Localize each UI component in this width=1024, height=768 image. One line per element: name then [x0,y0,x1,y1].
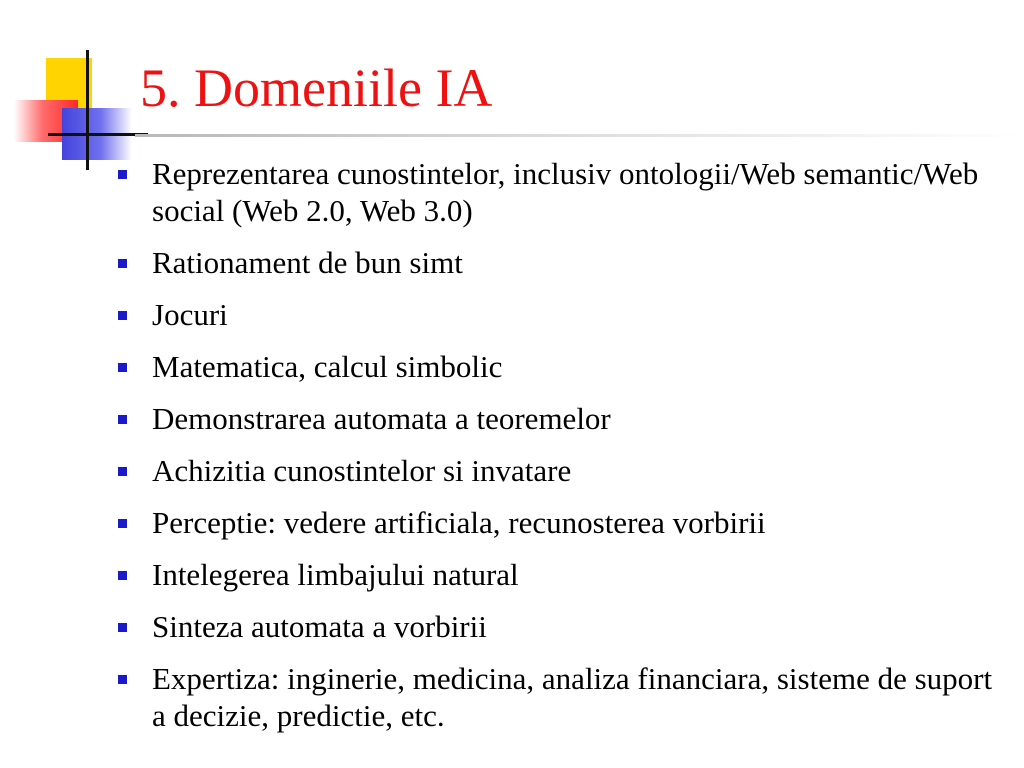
square-bullet-icon [118,363,127,372]
list-item [116,504,1006,541]
list-item-text: Reprezentarea cunostintelor, inclusiv ontologii/Web semantic/Web social (Web 2.0, Web 3.0) [152,156,979,228]
list-item-text: Perceptie: vedere artificiala, recunosterea vorbirii [152,505,766,540]
square-bullet-icon [118,259,127,268]
square-bullet-icon [118,571,127,580]
list-item-text: Jocuri [152,297,228,332]
square-bullet-icon [118,170,127,179]
bullet-list [116,155,1006,749]
square-bullet-icon [118,415,127,424]
list-item-text: Intelegerea limbajului natural [152,557,519,592]
square-bullet-icon [118,519,127,528]
square-bullet-icon [118,623,127,632]
list-item-text: Demonstrarea automata a teoremelor [152,401,611,436]
list-item [116,348,1006,385]
list-item-text: Expertiza: inginerie, medicina, analiza financiara, sisteme de suport a decizie, predictie, etc. [152,661,993,733]
square-bullet-icon [118,467,127,476]
square-bullet-icon [118,311,127,320]
list-item [116,660,1006,734]
list-item [116,244,1006,281]
title-underline [135,134,1024,137]
list-item [116,155,1006,229]
list-item-text: Rationament de bun simt [152,245,463,280]
list-item [116,400,1006,437]
square-bullet-icon [118,675,127,684]
logo-vertical-line [86,50,89,170]
list-item-text: Sinteza automata a vorbirii [152,609,487,644]
logo-horizontal-line [48,133,148,136]
list-item [116,452,1006,489]
list-item [116,296,1006,333]
list-item-text: Matematica, calcul simbolic [152,349,503,384]
list-item [116,556,1006,593]
slide-title: 5. Domeniile IA [140,58,493,118]
list-item-text: Achizitia cunostintelor si invatare [152,453,572,488]
list-item [116,608,1006,645]
